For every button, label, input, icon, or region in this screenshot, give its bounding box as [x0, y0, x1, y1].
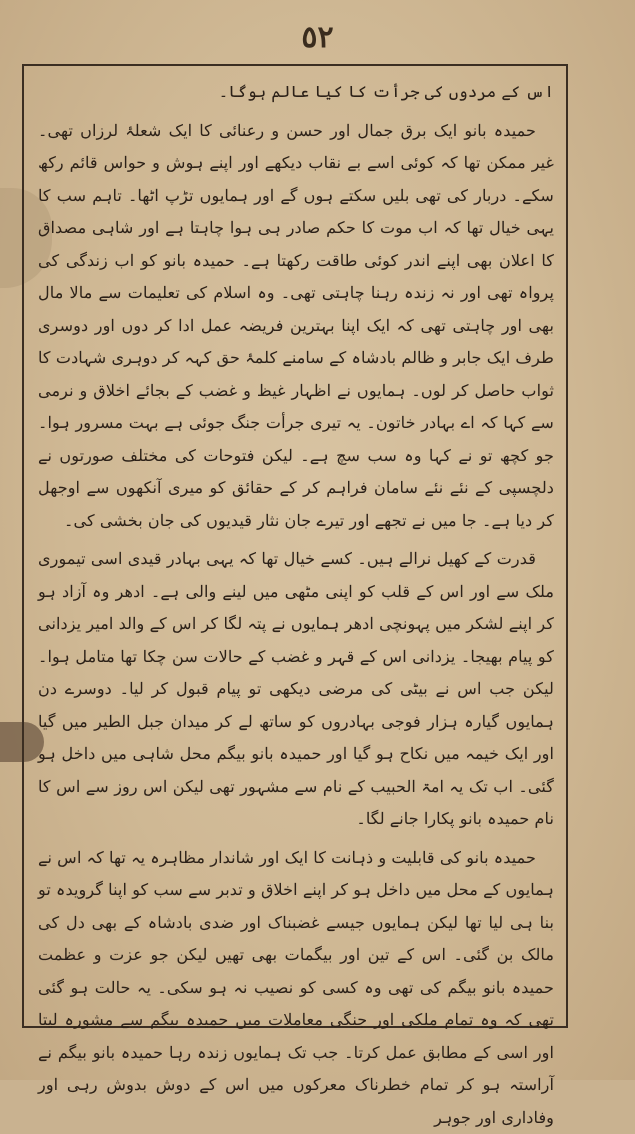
- body-text: [38, 76, 554, 1020]
- paragraph: حمیدہ بانو ایک برق جمال اور حسن و رعنائی کا ایک شعلۂ لرزاں تھی۔ غیر ممکن تھا کہ کوئی اسے بے نقاب دیکھے اور اپنے ہوش و حواس قائم رکھ سکے۔ دربار کی تھی بلیں سکتے ہوں گے اور ہمایوں تڑپ اٹھا۔ تاہم سب کا یہی خیال تھا کہ اب موت کا حکم صادر ہی ہوا چاہتا ہے اور شاہی مصداق کا اعلان بھی اپنے اندر کوئی طاقت رکھتا ہے۔ حمیدہ بانو کو اب زندگی کی پرواہ تھی اور نہ زندہ رہنا چاہتی تھی۔ وہ اسلام کی تعلیمات سے مالا مال بھی اور چاہتی تھی کہ ایک اپنا بہترین فریضہ عمل ادا کر دوں اور دوسری طرف ایک جابر و ظالم بادشاہ کے سامنے کلمۂ حق کہہ کر دوہری شہادت کا ثواب حاصل کر لوں۔ ہمایوں نے اظہار غیظ و غضب کے بجائے اخلاق و نرمی سے کہا کہ اے بہادر خاتون۔ یہ تیری جرأت جنگ جوئی ہے بہت مسرور ہوا۔ جو کچھ تو نے کہا وہ سب سچ ہے۔ لیکن فتوحات کی مختلف صورتوں نے دلچسپی کے نئے نئے سامان فراہم کر کے حقائق کو میری آنکھوں سے اوجھل کر دیا ہے۔ جا میں نے تجھے اور تیرے جان نثار قیدیوں کی جان بخشی کی۔: [38, 115, 554, 538]
- paragraph: اس کے مردوں کی جرأت کا کیا عالم ہوگا۔: [38, 76, 554, 109]
- paragraph: حمیدہ بانو کی قابلیت و ذہانت کا ایک اور شاندار مظاہرہ یہ تھا کہ اس نے ہمایوں کے محل میں داخل ہو کر اپنے اخلاق و تدبر سے سب کو اپنا گرویدہ تو بنا ہی لیا تھا لیکن ہمایوں جیسے غضبناک اور ضدی بادشاہ کے بھی دل کی مالک بن گئی۔ اس کے تین اور بیگمات بھی تھیں لیکن جو عزت و عظمت حمیدہ بانو بیگم کی تھی وہ کسی کو نصیب نہ ہو سکی۔ یہ حالت ہو گئی تھی کہ وہ تمام ملکی اور جنگی معاملات میں حمیدہ بیگم سے مشورہ لیتا اور اسی کے مطابق عمل کرتا۔ جب تک ہمایوں زندہ رہا حمیدہ بانو بیگم نے آراستہ ہو کر تمام خطرناک معرکوں میں اس کے دوش بدوش رہی اور وفاداری اور جوہر: [38, 842, 554, 1134]
- page-number: ٥٢: [0, 20, 635, 55]
- paragraph: قدرت کے کھیل نرالے ہیں۔ کسے خیال تھا کہ یہی بہادر قیدی اسی تیموری ملک سے اور اس کے قلب کو اپنی مٹھی میں لینے والی ہے۔ ادھر وہ آزاد ہو کر اپنے لشکر میں پہونچی ادھر ہمایوں نے پتہ لگا کر اس کے والد امیر یزدانی کو پیام بھیجا۔ یزدانی اس کے قہر و غضب کے حالات سن چکا تھا متامل ہوا۔ لیکن جب اس نے بیٹی کی مرضی دیکھی تو پیام قبول کر لیا۔ دوسرے دن ہمایوں گیارہ ہزار فوجی بہادروں کو ساتھ لے کر میدان جبل الطیر میں گیا اور ایک خیمہ میں نکاح ہو گیا اور حمیدہ بانو بیگم محل شاہی میں داخل ہو گئی۔ اب تک یہ امۃ الحبیب کے نام سے مشہور تھی لیکن اس روز سے اس کا نام حمیدہ بانو پکارا جانے لگا۔: [38, 543, 554, 836]
